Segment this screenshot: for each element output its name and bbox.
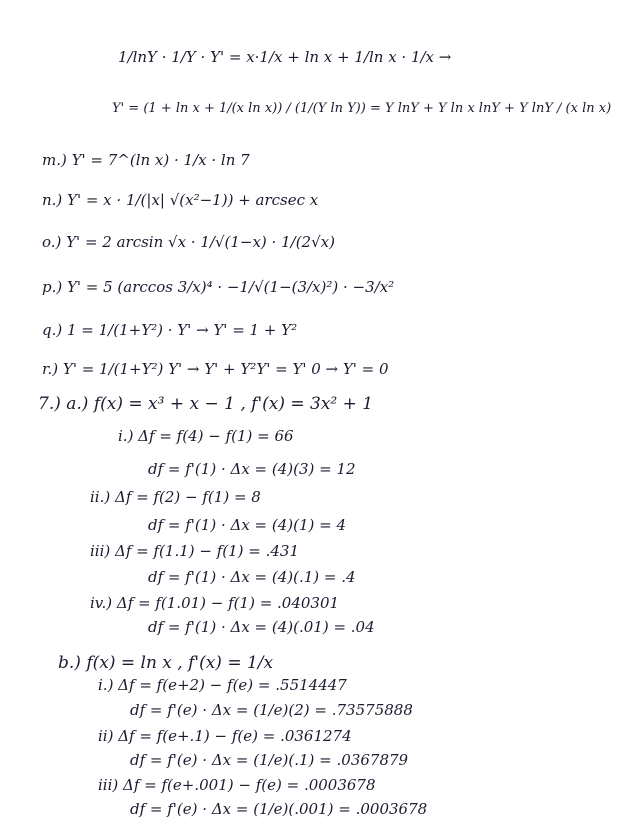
7a-ii-delta-f: ii.) Δf = f(2) − f(1) = 8 — [90, 488, 261, 506]
problem-7b-header: b.) f(x) = ln x , f'(x) = 1/x — [58, 653, 274, 673]
7b-ii-delta-f: ii) Δf = f(e+.1) − f(e) = .0361274 — [98, 727, 352, 745]
7a-iv-df: df = f'(1) · Δx = (4)(.01) = .04 — [148, 618, 375, 636]
problem-o: o.) Y' = 2 arcsin √x · 1/√(1−x) · 1/(2√x) — [42, 233, 335, 251]
7a-ii-df: df = f'(1) · Δx = (4)(1) = 4 — [148, 516, 347, 534]
7a-i-df: df = f'(1) · Δx = (4)(3) = 12 — [148, 460, 356, 478]
problem-r: r.) Y' = 1/(1+Y²) Y' → Y' + Y²Y' = Y' 0 → Y' = 0 — [42, 360, 389, 378]
7b-iii-delta-f: iii) Δf = f(e+.001) − f(e) = .0003678 — [98, 776, 376, 794]
equation-line-1: 1/lnY · 1/Y · Y' = x·1/x + ln x + 1/ln x · 1/x → — [118, 48, 452, 66]
problem-p: p.) Y' = 5 (arccos 3/x)⁴ · −1/√(1−(3/x)²) · −3/x² — [42, 278, 395, 296]
7b-i-delta-f: i.) Δf = f(e+2) − f(e) = .5514447 — [98, 676, 347, 694]
7a-iii-df: df = f'(1) · Δx = (4)(.1) = .4 — [148, 568, 356, 586]
7a-iii-delta-f: iii) Δf = f(1.1) − f(1) = .431 — [90, 542, 300, 560]
problem-m: m.) Y' = 7^(ln x) · 1/x · ln 7 — [42, 151, 250, 169]
7b-ii-df: df = f'(e) · Δx = (1/e)(.1) = .0367879 — [130, 751, 409, 769]
problem-7a-header: 7.) a.) f(x) = x³ + x − 1 , f'(x) = 3x² + 1 — [38, 394, 374, 414]
equation-line-2: Y' = (1 + ln x + 1/(x ln x)) / (1/(Y ln Y)) = Y lnY + Y ln x lnY + Y lnY / (x ln x) — [112, 101, 612, 116]
problem-n: n.) Y' = x · 1/(|x| √(x²−1)) + arcsec x — [42, 191, 319, 209]
7b-iii-df: df = f'(e) · Δx = (1/e)(.001) = .0003678 — [130, 800, 428, 818]
7a-iv-delta-f: iv.) Δf = f(1.01) − f(1) = .040301 — [90, 594, 340, 612]
problem-q: q.) 1 = 1/(1+Y²) · Y' → Y' = 1 + Y² — [42, 321, 298, 339]
7b-i-df: df = f'(e) · Δx = (1/e)(2) = .73575888 — [130, 701, 413, 719]
7a-i-delta-f: i.) Δf = f(4) − f(1) = 66 — [118, 427, 294, 445]
